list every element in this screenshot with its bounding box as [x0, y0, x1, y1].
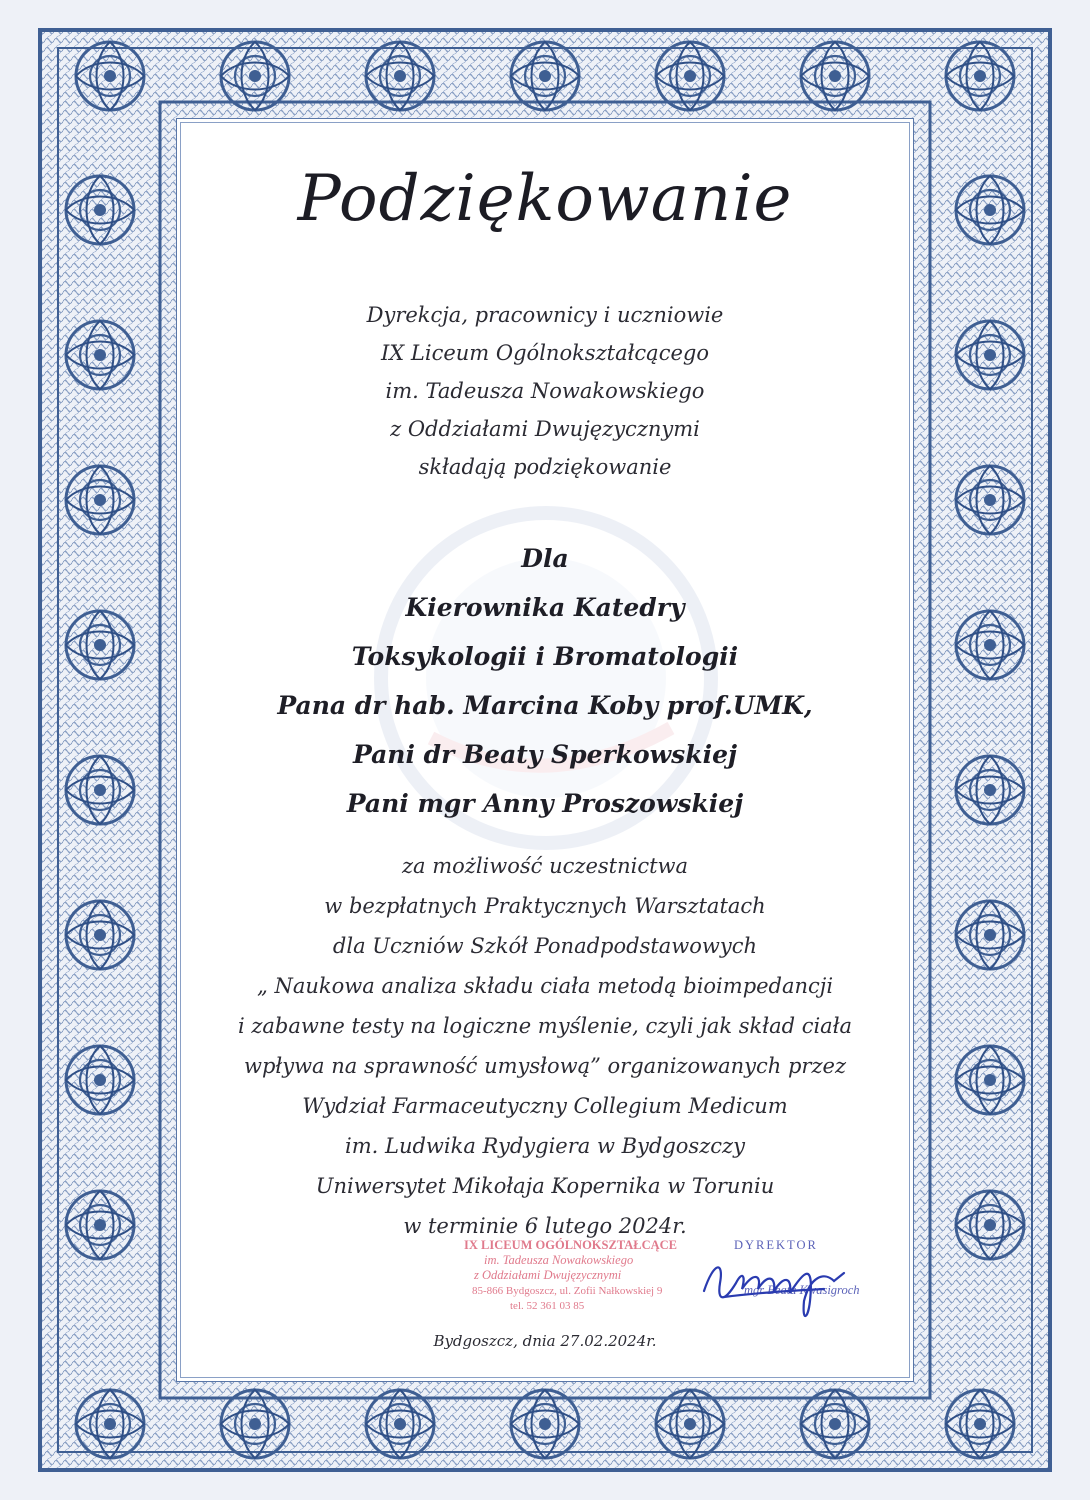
reason-line: i zabawne testy na logiczne myślenie, czyli jak skład ciała: [237, 1014, 853, 1038]
reason-line: w terminie 6 lutego 2024r.: [403, 1214, 687, 1238]
recipient-line: Toksykologii i Bromatologii: [351, 642, 739, 671]
issuer-line: im. Tadeusza Nowakowskiego: [385, 379, 705, 403]
stamp-director-label: DYREKTOR: [734, 1238, 818, 1252]
reason-line: w bezpłatnych Praktycznych Warsztatach: [324, 894, 766, 918]
reason-line: „ Naukowa analiza składu ciała metodą bioimpedancji: [256, 974, 834, 998]
certificate-sheet: [176, 118, 914, 1382]
reason-paragraph: [176, 846, 914, 1246]
reason-line: dla Uczniów Szkół Ponadpodstawowych: [332, 934, 758, 958]
reason-line: Uniwersytet Mikołaja Kopernika w Toruniu: [315, 1174, 775, 1198]
stamp-director-name: mgr Beata Kwasigroch: [744, 1283, 860, 1297]
issuer-line: IX Liceum Ogólnokształcącego: [381, 341, 709, 365]
stamp-line: 85-866 Bydgoszcz, ul. Zofii Nałkowskiej 9: [472, 1285, 663, 1297]
reason-line: wpływa na sprawność umysłową” organizowanych przez: [243, 1054, 847, 1078]
recipient-line: Kierownika Katedry: [405, 593, 685, 622]
recipient-line: Pani mgr Anny Proszowskiej: [346, 789, 744, 818]
stamp-line: IX LICEUM OGÓLNOKSZTAŁCĄCE: [464, 1238, 677, 1252]
recipient-block: [176, 534, 914, 828]
stamp-line: im. Tadeusza Nowakowskiego: [484, 1253, 634, 1267]
recipient-line: Pana dr hab. Marcina Koby prof.UMK,: [277, 691, 813, 720]
issuer-line: z Oddziałami Dwujęzycznymi: [390, 417, 700, 441]
stamp-line: tel. 52 361 03 85: [510, 1300, 585, 1312]
issuer-line: Dyrekcja, pracownicy i uczniowie: [366, 303, 724, 327]
recipient-line: Pani dr Beaty Sperkowskiej: [352, 740, 738, 769]
certificate-title: Podziękowanie: [297, 162, 793, 236]
reason-line: za możliwość uczestnictwa: [401, 854, 689, 878]
stamp-line: z Oddziałami Dwujęzycznymi: [474, 1268, 622, 1282]
issuer-paragraph: [176, 296, 914, 486]
school-stamp-and-signature: [424, 1231, 894, 1327]
place-and-date: Bydgoszcz, dnia 27.02.2024r.: [433, 1332, 657, 1350]
reason-line: im. Ludwika Rydygiera w Bydgoszczy: [345, 1134, 745, 1158]
recipient-line: Dla: [521, 544, 569, 573]
issuer-line: składają podziękowanie: [418, 455, 672, 479]
reason-line: Wydział Farmaceutyczny Collegium Medicum: [302, 1094, 788, 1118]
